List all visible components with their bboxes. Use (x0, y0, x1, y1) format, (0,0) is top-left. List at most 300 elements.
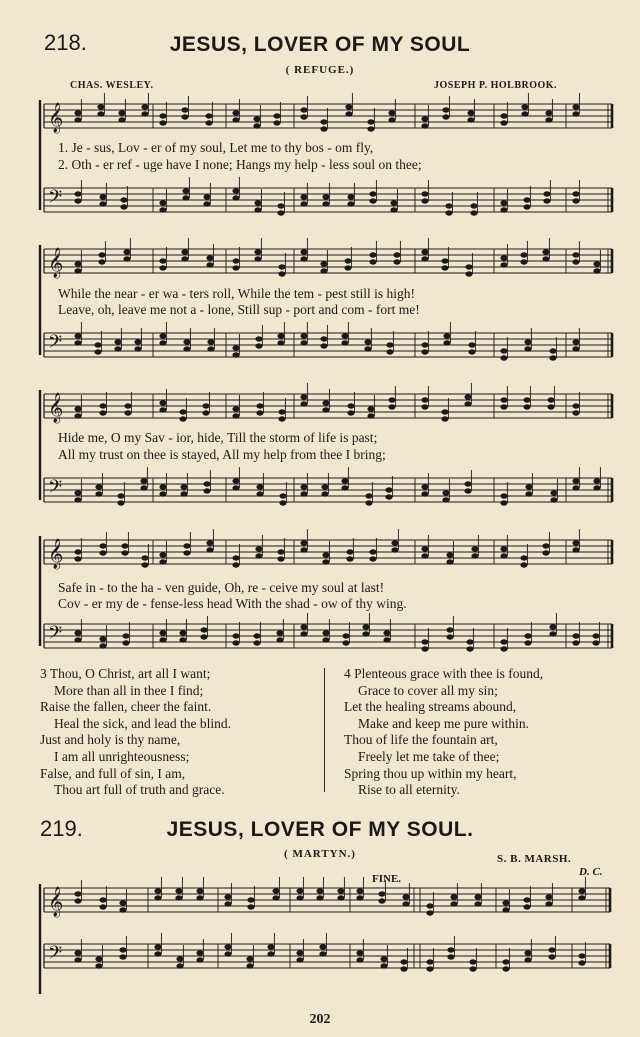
notehead (469, 959, 476, 964)
notehead (524, 633, 531, 638)
notehead (175, 895, 182, 900)
notehead (502, 907, 509, 912)
lyric-verse2-line4: Cov - er my de - fense-less head With the shad - ow of thy wing. (58, 596, 407, 611)
notehead (426, 959, 433, 964)
hymn-title: JESUS, LOVER OF MY SOUL. (166, 818, 474, 841)
notehead (141, 104, 148, 109)
notehead (543, 198, 550, 203)
notehead (592, 640, 599, 645)
notehead (119, 947, 126, 952)
notehead (99, 194, 106, 199)
notehead (206, 540, 213, 545)
notehead (470, 210, 477, 215)
notehead (253, 640, 260, 645)
notehead (578, 895, 585, 900)
notehead (296, 888, 303, 893)
notehead (300, 114, 307, 119)
notehead (572, 640, 579, 645)
notehead (74, 556, 81, 561)
notehead (593, 485, 600, 490)
notehead (572, 339, 579, 344)
notehead (300, 484, 307, 489)
treble-clef: 𝄞 (48, 393, 64, 423)
notehead (99, 897, 106, 902)
notehead (74, 630, 81, 635)
notehead (572, 410, 579, 415)
notehead (74, 406, 81, 411)
notehead (467, 110, 474, 115)
notehead (388, 404, 395, 409)
bass-clef: 𝄢 (48, 943, 63, 968)
notehead (447, 947, 454, 952)
notehead (369, 198, 376, 203)
notehead (224, 894, 231, 899)
notehead (118, 110, 125, 115)
notehead (232, 265, 239, 270)
notehead (205, 120, 212, 125)
notehead (441, 265, 448, 270)
notehead (254, 249, 261, 254)
notehead (296, 957, 303, 962)
notehead (347, 403, 354, 408)
notehead (386, 342, 393, 347)
notehead (369, 252, 376, 257)
notehead (356, 950, 363, 955)
notehead (300, 340, 307, 345)
dc-marking: D. C. (579, 866, 603, 878)
stanza-line: False, and full of sin, I am, (40, 765, 186, 781)
notehead (300, 540, 307, 545)
notehead (296, 950, 303, 955)
notehead (206, 262, 213, 267)
notehead (319, 944, 326, 949)
notehead (123, 256, 130, 261)
notehead (99, 550, 106, 555)
notehead (181, 249, 188, 254)
notehead (346, 549, 353, 554)
notehead (95, 484, 102, 489)
notehead (474, 901, 481, 906)
notehead (364, 346, 371, 351)
notehead (421, 397, 428, 402)
notehead (320, 119, 327, 124)
notehead (390, 207, 397, 212)
notehead (578, 888, 585, 893)
notehead (341, 333, 348, 338)
notehead (572, 346, 579, 351)
notehead (572, 104, 579, 109)
notehead (74, 198, 81, 203)
fine-marking: FINE. (372, 873, 402, 885)
notehead (254, 256, 261, 261)
notehead (277, 549, 284, 554)
notehead (202, 403, 209, 408)
notehead (114, 346, 121, 351)
notehead (322, 194, 329, 199)
notehead (380, 956, 387, 961)
notehead (322, 559, 329, 564)
notehead (367, 406, 374, 411)
notehead (154, 951, 161, 956)
treble-clef: 𝄞 (48, 248, 64, 278)
notehead (446, 627, 453, 632)
notehead (502, 966, 509, 971)
notehead (369, 259, 376, 264)
notehead (300, 256, 307, 261)
notehead (74, 268, 81, 273)
notehead (279, 493, 286, 498)
notehead (267, 944, 274, 949)
notehead (272, 888, 279, 893)
notehead (470, 203, 477, 208)
notehead (500, 355, 507, 360)
notehead (232, 117, 239, 122)
notehead (159, 400, 166, 405)
notehead (74, 957, 81, 962)
notehead (466, 639, 473, 644)
notehead (300, 624, 307, 629)
notehead (74, 637, 81, 642)
notehead (524, 339, 531, 344)
notehead (247, 904, 254, 909)
notehead (232, 478, 239, 483)
notehead (421, 342, 428, 347)
notehead (523, 404, 530, 409)
notehead (421, 553, 428, 558)
notehead (545, 117, 552, 122)
notehead (367, 413, 374, 418)
stanza-line: 4 Plenteous grace with thee is found, (344, 666, 544, 681)
stanza-3 (40, 666, 231, 799)
notehead (206, 547, 213, 552)
notehead (99, 201, 106, 206)
notehead (296, 895, 303, 900)
bass-clef: 𝄢 (48, 187, 63, 212)
tune-name: ( MARTYN.) (284, 848, 356, 860)
notehead (97, 111, 104, 116)
notehead (183, 550, 190, 555)
treble-clef: 𝄞 (48, 887, 64, 917)
notehead (521, 104, 528, 109)
notehead (572, 540, 579, 545)
notehead (207, 346, 214, 351)
notehead (316, 895, 323, 900)
notehead (99, 543, 106, 548)
notehead (365, 500, 372, 505)
notehead (159, 200, 166, 205)
notehead (232, 633, 239, 638)
notehead (114, 339, 121, 344)
notehead (140, 478, 147, 483)
notehead (421, 546, 428, 551)
notehead (134, 339, 141, 344)
notehead (140, 485, 147, 490)
notehead (159, 113, 166, 118)
notehead (468, 349, 475, 354)
notehead (442, 107, 449, 112)
notehead (180, 484, 187, 489)
notehead (141, 562, 148, 567)
notehead (74, 950, 81, 955)
treble-clef: 𝄞 (48, 539, 64, 569)
notehead (356, 957, 363, 962)
notehead (347, 194, 354, 199)
notehead (421, 349, 428, 354)
notehead (98, 259, 105, 264)
notehead (447, 954, 454, 959)
notehead (524, 957, 531, 962)
notehead (345, 104, 352, 109)
notehead (99, 643, 106, 648)
notehead (341, 478, 348, 483)
notehead (74, 549, 81, 554)
notehead (316, 888, 323, 893)
notehead (548, 954, 555, 959)
notehead (572, 478, 579, 483)
notehead (232, 640, 239, 645)
notehead (320, 336, 327, 341)
notehead (117, 493, 124, 498)
notehead (523, 397, 530, 402)
notehead (421, 404, 428, 409)
notehead (176, 963, 183, 968)
notehead (520, 252, 527, 257)
stanza-divider (324, 668, 325, 792)
notehead (393, 252, 400, 257)
notehead (502, 900, 509, 905)
notehead (502, 959, 509, 964)
notehead (119, 954, 126, 959)
stanza-line: Heal the sick, and lead the blind. (54, 715, 231, 731)
notehead (159, 333, 166, 338)
notehead (117, 500, 124, 505)
notehead (364, 339, 371, 344)
notehead (520, 555, 527, 560)
notehead (300, 401, 307, 406)
bass-clef: 𝄢 (48, 623, 63, 648)
notehead (277, 203, 284, 208)
notehead (255, 343, 262, 348)
notehead (300, 394, 307, 399)
notehead (256, 491, 263, 496)
lyric-verse2-line3: All my trust on thee is stayed, All my help from thee I bring; (58, 447, 386, 462)
notehead (300, 333, 307, 338)
notehead (542, 550, 549, 555)
notehead (402, 901, 409, 906)
notehead (442, 497, 449, 502)
stanza-line: Grace to cover all my sin; (358, 682, 498, 698)
notehead (356, 888, 363, 893)
notehead (365, 493, 372, 498)
notehead (179, 630, 186, 635)
notehead (278, 409, 285, 414)
notehead (202, 410, 209, 415)
notehead (388, 397, 395, 402)
notehead (159, 491, 166, 496)
notehead (254, 207, 261, 212)
notehead (388, 110, 395, 115)
notehead (388, 117, 395, 122)
notehead (464, 394, 471, 399)
notehead (342, 640, 349, 645)
notehead (276, 637, 283, 642)
notehead (183, 346, 190, 351)
notehead (180, 491, 187, 496)
notehead (369, 191, 376, 196)
notehead (253, 116, 260, 121)
notehead (347, 201, 354, 206)
notehead (500, 348, 507, 353)
notehead (246, 963, 253, 968)
notehead (154, 888, 161, 893)
notehead (121, 550, 128, 555)
notehead (196, 888, 203, 893)
notehead (255, 336, 262, 341)
notehead (593, 268, 600, 273)
notehead (385, 494, 392, 499)
notehead (224, 951, 231, 956)
notehead (548, 947, 555, 952)
notehead (267, 951, 274, 956)
notehead (362, 624, 369, 629)
notehead (421, 198, 428, 203)
stanza-line: Thou of life the fountain art, (344, 732, 498, 748)
notehead (523, 897, 530, 902)
notehead (74, 898, 81, 903)
notehead (346, 556, 353, 561)
notehead (402, 894, 409, 899)
notehead (550, 490, 557, 495)
notehead (572, 191, 579, 196)
notehead (196, 957, 203, 962)
notehead (572, 198, 579, 203)
stanza-line: Let the healing streams abound, (344, 699, 517, 715)
notehead (426, 966, 433, 971)
stanza-4 (344, 666, 543, 799)
notehead (203, 488, 210, 493)
notehead (443, 340, 450, 345)
notehead (74, 891, 81, 896)
notehead (426, 910, 433, 915)
notehead (524, 950, 531, 955)
notehead (367, 119, 374, 124)
notehead (362, 631, 369, 636)
composer-credit: JOSEPH P. HOLBROOK. (434, 80, 558, 91)
notehead (549, 355, 556, 360)
notehead (450, 901, 457, 906)
notehead (442, 490, 449, 495)
notehead (206, 255, 213, 260)
notehead (95, 956, 102, 961)
notehead (322, 407, 329, 412)
notehead (196, 895, 203, 900)
hymn-title: JESUS, LOVER OF MY SOUL (169, 33, 471, 56)
stanza-line: Make and keep me pure within. (358, 715, 529, 731)
notehead (159, 637, 166, 642)
notehead (176, 956, 183, 961)
notehead (196, 950, 203, 955)
notehead (421, 484, 428, 489)
notehead (337, 895, 344, 900)
notehead (159, 484, 166, 489)
notehead (182, 195, 189, 200)
composer-credit: S. B. MARSH. (497, 853, 572, 865)
notehead (322, 552, 329, 557)
notehead (232, 406, 239, 411)
notehead (154, 895, 161, 900)
notehead (74, 261, 81, 266)
notehead (179, 637, 186, 642)
notehead (203, 201, 210, 206)
notehead (391, 547, 398, 552)
notehead (124, 403, 131, 408)
tune-name: ( REFUGE.) (285, 64, 355, 76)
notehead (181, 114, 188, 119)
author-credit: CHAS. WESLEY. (70, 80, 154, 91)
notehead (74, 117, 81, 122)
lyric-verse1-line1: 1. Je - sus, Lov - er of my soul, Let me to thy bos - om fly, (58, 140, 374, 155)
notehead (224, 944, 231, 949)
notehead (468, 342, 475, 347)
notehead (383, 630, 390, 635)
notehead (320, 343, 327, 348)
notehead (465, 271, 472, 276)
notehead (232, 352, 239, 357)
notehead (272, 895, 279, 900)
notehead (520, 562, 527, 567)
notehead (347, 410, 354, 415)
notehead (400, 966, 407, 971)
notehead (253, 123, 260, 128)
notehead (471, 546, 478, 551)
notehead (543, 191, 550, 196)
notehead (385, 487, 392, 492)
notehead (523, 204, 530, 209)
notehead (320, 268, 327, 273)
notehead (467, 117, 474, 122)
lyric-verse1-line4: Safe in - to the ha - ven guide, Oh, re - ceive my soul at last! (58, 580, 385, 595)
notehead (159, 340, 166, 345)
notehead (545, 901, 552, 906)
notehead (356, 895, 363, 900)
notehead (256, 403, 263, 408)
notehead (179, 409, 186, 414)
notehead (279, 500, 286, 505)
notehead (255, 546, 262, 551)
bass-clef: 𝄢 (48, 332, 63, 357)
notehead (446, 552, 453, 557)
notehead (300, 249, 307, 254)
lyric-verse2-line2: Leave, oh, leave me not a - lone, Still sup - port and com - fort me! (58, 302, 420, 317)
notehead (207, 339, 214, 344)
notehead (141, 111, 148, 116)
notehead (322, 400, 329, 405)
notehead (273, 113, 280, 118)
notehead (99, 410, 106, 415)
treble-clef: 𝄞 (48, 103, 64, 133)
notehead (446, 559, 453, 564)
notehead (320, 261, 327, 266)
notehead (524, 346, 531, 351)
notehead (159, 207, 166, 212)
notehead (520, 259, 527, 264)
notehead (321, 491, 328, 496)
notehead (255, 553, 262, 558)
notehead (200, 634, 207, 639)
notehead (99, 904, 106, 909)
notehead (572, 547, 579, 552)
notehead (446, 634, 453, 639)
